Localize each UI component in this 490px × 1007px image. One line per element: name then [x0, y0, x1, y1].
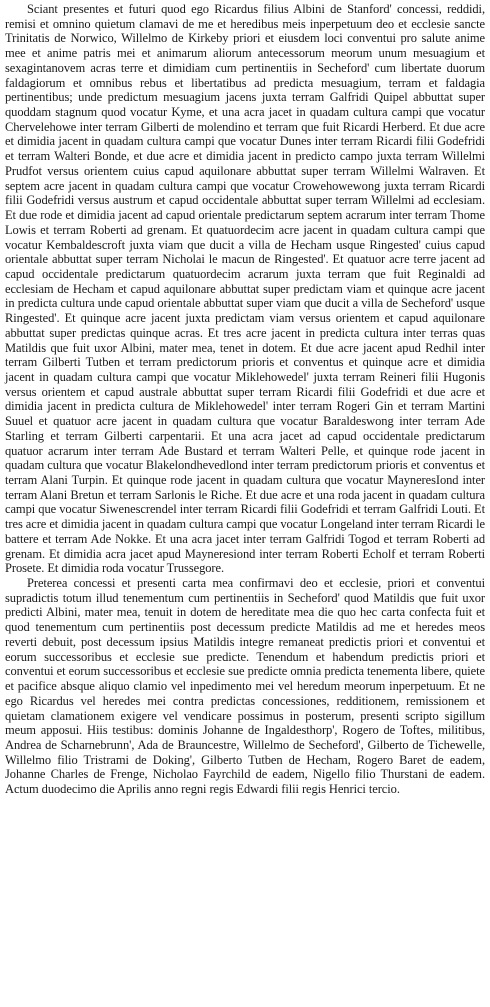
charter-confirmation-paragraph: Preterea concessi et presenti carta mea confirmavi deo et ecclesie, priori et conventui supradictis totum illud tenementum cum pertinentiis in Secheford' quod Matildis que fuit uxor predicti Albini, mater mea, tenuit in dotem de hereditate mea die quo hec carta confecta fuit et quod tenementum cum pertinentiis post decessum predicte Matildis ad me et heredes meos reverti debuit, post decessum ipsius Matildis integre remaneat predictis priori et conventui et eorum successoribus et ecclesie sue predicte. Tenendum et habendum predictis priori et conventui et eorum successoribus et ecclesie sue predicte omnia predicta tenementa libere, quiete et pacifice absque aliquo clamio vel inpedimento mei vel heredum meorum inperpetuum. Et ne ego Ricardus vel heredes mei contra predictas concessiones, redditionem, remissionem et quietam clamationem exigere vel vendicare possimus in posterum, presenti scripto sigillum meum apposui. Hiis testibus: dominis Johanne de Ingaldesthorp', Rogero de Toftes, militibus, Andrea de Scharnebrunn', Ada de Brauncestre, Willelmo de Secheford', Gilberto de Tichewelle, Willelmo filio Tristrami de Doking', Gilberto Tutben de Hecham, Rogero Baret de eadem, Johanne Charles de Frenge, Nicholao Fayrchild de eadem, Nigello filio Thurstani de eadem. Actum duodecimo die Aprilis anno regni regis Edwardi filii regis Henrici tercio. — [5, 576, 485, 797]
charter-grant-paragraph: Sciant presentes et futuri quod ego Ricardus filius Albini de Stanford' concessi, reddidi, remisi et omnino quietum clamavi de me et heredibus meis inperpetuum deo et ecclesie sancte Trinitatis de Norwico, Willelmo de Kirkeby priori et eiusdem loci conventui pro salute anime mee et anime patris mei et animarum aliorum antecessorum meorum unum mesuagium et sexagintanovem acras terre et dimidiam cum pertinentiis in Secheford' cum libertate duorum faldagiorum et omnibus rebus et libertatibus ad predicta mesuagium, terram et faldagia pertinentibus; unde predictum mesuagium jacens juxta terram Galfridi Quipel abbuttat super quoddam stagnum quod vocatur Kyme, et una acra jacet in quadam cultura campi que vocatur Chervelehowe inter terram Gilberti de molendino et terram que fuit Ricardi Herberd. Et due acre et dimidia jacent in quadam cultura campi que vocatur Dunes inter terram Ricardi filii Godefridi et terram Walteri Bonde, et due acre et dimidia jacent in predicto campo juxta terram Willelmi Prudfot versus orientem cuius capud aquilonare abbuttat super terram Willelmi Walraven. Et septem acre jacent in quadam cultura campi que vocatur Crowehowewong juxta terram Ricardi filii Godefridi versus austrum et capud occidentale abbuttat super terram Willelmi ad ecclesiam. Et due rode et dimidia jacent ad capud orientale predictarum septem acrarum inter terram Thome Lowis et terram Roberti ad grenam. Et quatuordecim acre jacent in quadam cultura campi que vocatur Kembaldescroft juxta viam que ducit a villa de Hecham usque Ringested' cuius capud orientale abbuttat super terram Nicholai le macun de Ringested'. Et quatuor acre terre jacent ad capud occidentale predictarum quatuordecim acrarum juxta terram que fuit Reginaldi ad ecclesiam de Hecham et capud aquilonare abbuttat super predictam viam et quinque acre jacent in predicta cultura unde capud orientale abbuttat super viam que ducit a villa de Secheford' usque Ringested'. Et quinque acre jacent juxta predictam viam versus orientem et capud aquilonare abbuttat super predictas quinque acras. Et tres acre jacent in predicta cultura inter terras quas Matildis que fuit uxor Albini, mater mea, tenet in dotem. Et due acre jacent apud Redhil inter terram Gilberti Tutben et terram predictorum prioris et conventus et quinque acre et dimidia jacent in quadam cultura campi que vocatur Miklehowedel' juxta terram Reineri filii Hugonis versus orientem et capud australe abbuttat super terram Ricardi filii Godefridi et due acre et dimidia jacent in predicta cultura de Miklehowedel' inter terram Rogeri Gin et terram Martini Suuel et quatuor acre jacent in quadam cultura que vocatur Baraldeswong inter terram Ade Starling et terram Gilberti carpentarii. Et una acra jacet ad capud occidentale predictarum quatuor acrarum inter terram Ade Bustard et terram Walteri Pelle, et quinque rode jacent in quadam cultura que vocatur Blakelondhevedlond inter terram predictorum prioris et conventus et terram Alani Turpin. Et quinque rode jacent in quadam cultura que vocatur MayneresIond inter terram Alani Bretun et terram Sarlonis le Riche. Et due acre et una roda jacent in quadam cultura campi que vocatur Siwenescrendel inter terram Ricardi filii Godefridi et terram Galfridi Louti. Et tres acre et dimidia jacent in quadam cultura campi que vocatur Longeland inter terram Ricardi le battere et terram Ade Nokke. Et una acra jacet inter terram Galfridi Togod et terram Roberti ad grenam. Et dimidia acra jacet apud Mayneresiond inter terram Roberti Echolf et terram Roberti Prosete. Et dimidia roda vocatur Trussegore. — [5, 2, 485, 576]
